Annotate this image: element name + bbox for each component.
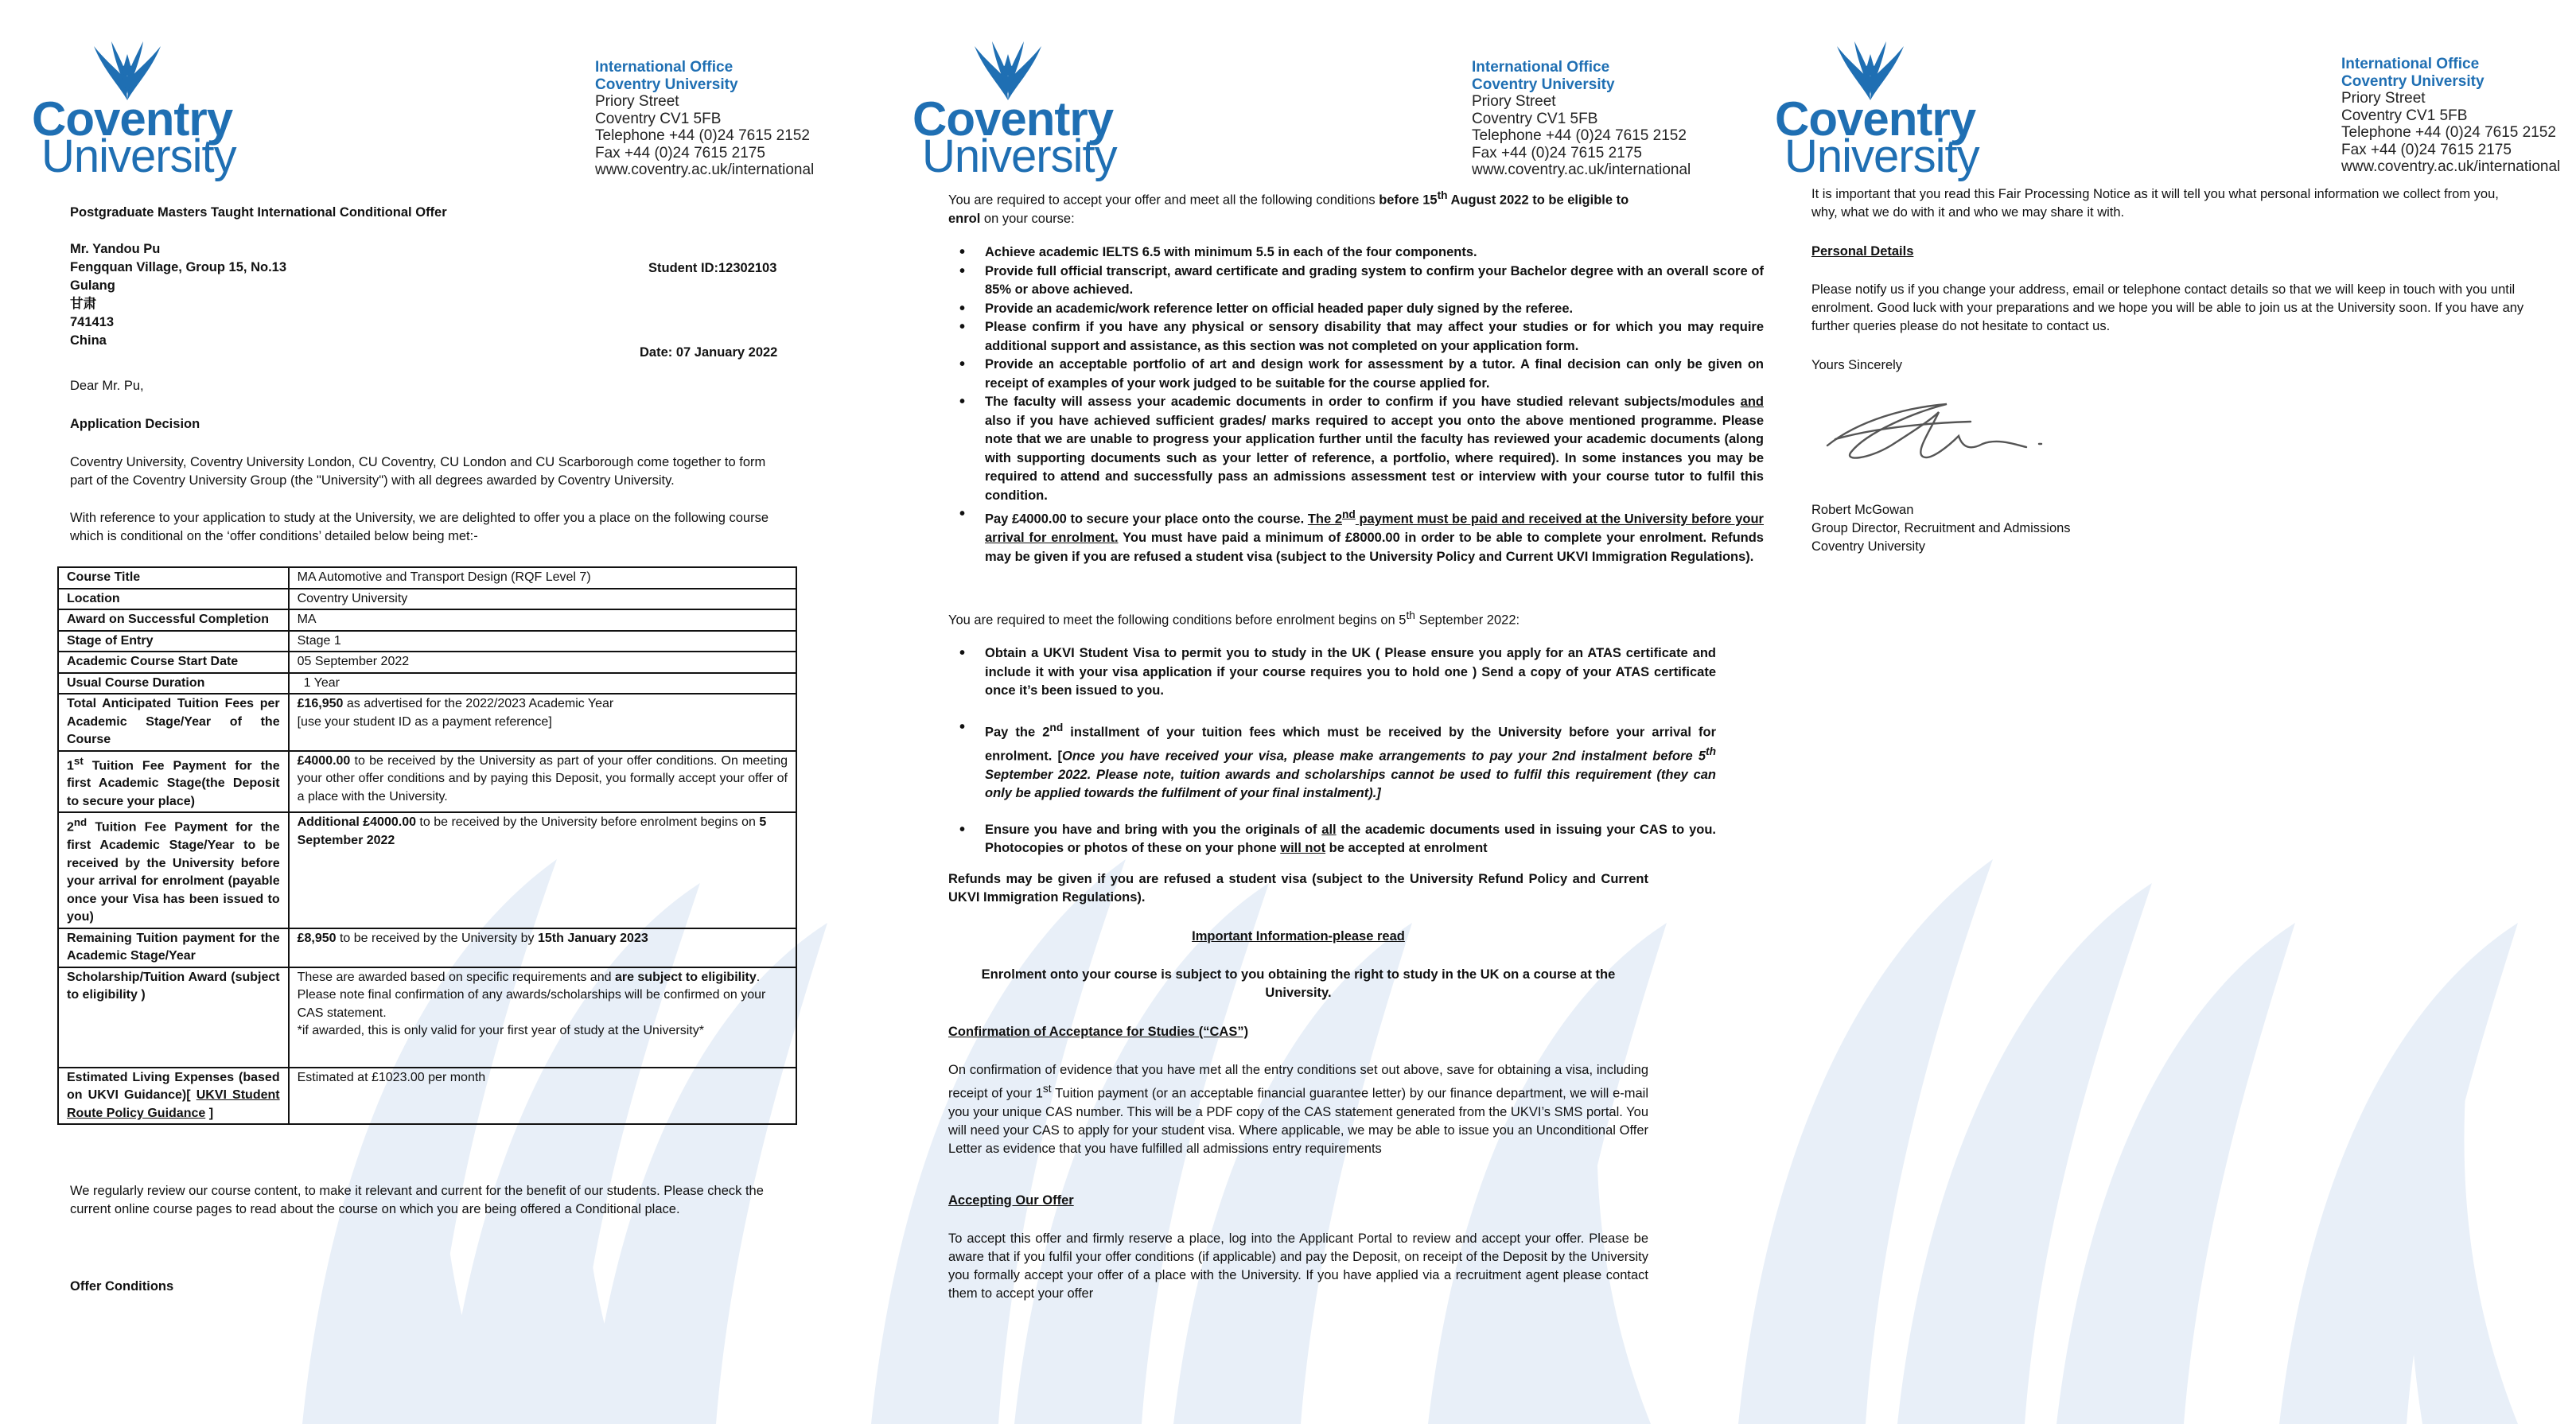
instalment-sup: nd (1049, 721, 1064, 733)
page-1 (0, 0, 855, 1424)
list-item (948, 505, 1764, 566)
table-value (289, 751, 796, 813)
table-key: Usual Course Duration (58, 673, 289, 694)
academic-conditions-list (948, 243, 1764, 566)
second-payment-amount: Additional £4000.00 (297, 815, 416, 830)
logo-word-coventry: Coventry (912, 92, 1114, 146)
list-item (948, 718, 1716, 803)
pay-text-b: The 2 (1307, 512, 1342, 527)
table-row (58, 967, 796, 1068)
office-university: Coventry University (2341, 72, 2485, 90)
ordinal-suffix: nd (73, 816, 88, 829)
university-logo (32, 38, 236, 182)
intro-deadline: before 15 (1379, 193, 1438, 208)
address-website[interactable]: www.coventry.ac.uk/international (1472, 161, 1691, 178)
list-item: • Provide an academic/work reference letter on official headed paper duly signed by the referee. (948, 300, 1764, 319)
cas-text-a: On confirmation of evidence that you have met all the entry conditions set out above, save for obtaining a visa, including receipt of your 1 (948, 1063, 1648, 1101)
pre-enrolment-intro (948, 606, 1648, 630)
first-payment-label: Tuition Fee Payment for the first Academic Stage(the Deposit to secure your place) (67, 758, 280, 808)
office-name: International Office (2341, 56, 2480, 72)
second-payment-label: Tuition Fee Payment for the first Academic Stage/Year to be received by the University before your arrival for enrolment (payable once your Visa has been issued to you) (67, 820, 280, 924)
pay-text-c: payment must be paid and received at the University before your arrival for enrolment. (985, 512, 1764, 545)
faculty-text-and: and (1740, 395, 1764, 409)
address-city: Coventry CV1 5FB (2341, 107, 2468, 124)
table-key (58, 751, 289, 813)
table-row (58, 1068, 796, 1125)
recipient-town: Gulang (70, 278, 115, 293)
recipient-address (70, 240, 286, 350)
ukvi-guidance-link[interactable]: UKVI Student Route Policy Guidance (67, 1088, 280, 1120)
letter-date: Date: 07 January 2022 (640, 345, 778, 360)
personal-details-paragraph: Please notify us if you change your address, email or telephone contact details so that we will keep in touch with you until enrolment. Good luck with your preparations and we hope you will be able to join us at the University soon. If you have any further queries please do not hesitate to contact us. (1811, 282, 2524, 333)
page-3 (1722, 0, 2576, 1424)
list-item: • Provide an acceptable portfolio of art and design work for assessment by a tutor. A final decision can only be given on receipt of examples of your work judged to be suitable for the course applied for. (948, 356, 1764, 393)
pre-enrolment-text-a: You are required to meet the following conditions before enrolment begins on 5 (948, 613, 1407, 628)
application-decision-heading: Application Decision (70, 417, 200, 431)
table-row (58, 751, 796, 813)
table-key: Scholarship/Tuition Award (subject to eligibility ) (58, 967, 289, 1068)
refunds-notice: Refunds may be given if you are refused a student visa (subject to the University Refund Policy and Current UKVI Immigration Regulations). (948, 872, 1648, 905)
second-payment-note: to be received by the University before enrolment begins on (415, 815, 760, 830)
table-key: Remaining Tuition payment for the Academic Stage/Year (58, 928, 289, 967)
cas-paragraph (948, 1061, 1648, 1158)
list-item (948, 821, 1716, 858)
originals-text-will-not: will not (1280, 841, 1326, 855)
payment-reference-note: [use your student ID as a payment reference] (297, 714, 552, 729)
ordinal-number: 2 (67, 820, 74, 835)
address-city: Coventry CV1 5FB (1472, 110, 1598, 127)
offer-paragraph: With reference to your application to study at the University, we are delighted to offer you a place on the following course which is conditional on the ‘offer conditions’ detailed below being met:- (70, 511, 769, 543)
scholarship-text-a: These are awarded based on specific requirements and (297, 970, 615, 984)
address-telephone: Telephone +44 (0)24 7615 2152 (2341, 124, 2556, 141)
instalment-text-d: September 2022. Please note, tuition awards and scholarships cannot be used to fulfil this requirement (they can only be applied towards the fulfilment of your final instalment).] (985, 767, 1716, 800)
page-2 (855, 0, 1764, 1424)
pre-enrolment-text-b: September 2022: (1414, 613, 1520, 628)
originals-text-a: Ensure you have and bring with you the originals of (985, 822, 1322, 837)
table-key: Academic Course Start Date (58, 652, 289, 673)
scholarship-eligibility: are subject to eligibility (614, 970, 757, 984)
table-key (58, 1068, 289, 1125)
salutation: Dear Mr. Pu, (70, 379, 144, 393)
intro-deadline-rest: August 2022 to be eligible to enrol (948, 193, 1629, 226)
cas-heading: Confirmation of Acceptance for Studies (“CAS”) (948, 1025, 1249, 1039)
office-name: International Office (1472, 59, 1610, 76)
logo-word-coventry: Coventry (1775, 92, 1976, 146)
table-key: Total Anticipated Tuition Fees per Academic Stage/Year of the Course (58, 694, 289, 751)
table-row (58, 631, 796, 652)
remaining-note: to be received by the University by (336, 931, 538, 945)
student-id: Student ID:12302103 (648, 261, 777, 275)
important-information-heading: Important Information-please read (1192, 929, 1405, 943)
table-row (58, 694, 796, 751)
table-value: Estimated at £1023.00 per month (289, 1068, 796, 1125)
address-telephone: Telephone +44 (0)24 7615 2152 (595, 127, 810, 144)
recipient-name: Mr. Yandou Pu (70, 242, 161, 256)
logo-word-university: University (1784, 130, 1979, 182)
table-key: Stage of Entry (58, 631, 289, 652)
pre-enrolment-sup: th (1406, 609, 1415, 621)
list-item: • Please confirm if you have any physical or sensory disability that may affect your studies or for which you may require additional support and assistance, as this section was not completed on your application form. (948, 318, 1764, 356)
faculty-text-c: also if you have achieved sufficient grades/ marks required to accept you onto the above mentioned programme. Please note that we are unable to progress your application further until the faculty has reviewed your academic documents (along with supporting documents such as your letter of reference, a portfolio, where required). In some instances you may be required to attend and successfully pass an admissions assessment test or interview with your course tutor to fulfil this condition. (985, 413, 1764, 503)
table-row (58, 589, 796, 610)
address-fax: Fax +44 (0)24 7615 2175 (595, 144, 765, 161)
list-item: • Achieve academic IELTS 6.5 with minimum 5.5 in each of the four components. (948, 243, 1764, 263)
scholarship-note: *if awarded, this is only valid for your first year of study at the University* (297, 1024, 704, 1038)
pay-text-sup: nd (1342, 508, 1356, 520)
living-expenses-label: Estimated Living Expenses (based on UKVI Guidance)[ (67, 1070, 280, 1103)
table-value (289, 812, 796, 928)
originals-text-c: the academic documents used in issuing your CAS to you. Photocopies or photos of these on your phone (985, 822, 1716, 855)
intro-deadline-suffix: th (1437, 189, 1448, 201)
list-item (948, 393, 1764, 505)
signature-image (1811, 388, 2050, 476)
originals-text-all: all (1321, 822, 1337, 837)
table-value: Coventry University (289, 589, 796, 610)
intro-text-a: You are required to accept your offer and meet all the following conditions (948, 193, 1379, 208)
originals-text-e: be accepted at enrolment (1325, 841, 1488, 855)
table-row (58, 652, 796, 673)
faculty-text-a: The faculty will assess your academic documents in order to confirm if you have studied relevant subjects/modules (985, 395, 1741, 409)
table-row (58, 812, 796, 928)
address-city: Coventry CV1 5FB (595, 110, 722, 127)
address-fax: Fax +44 (0)24 7615 2175 (2341, 141, 2512, 158)
document-title: Postgraduate Masters Taught International Conditional Offer (70, 205, 447, 220)
table-value (289, 967, 796, 1068)
office-university: Coventry University (595, 76, 738, 93)
table-value: Stage 1 (289, 631, 796, 652)
ordinal-number: 1 (67, 758, 74, 772)
accepting-offer-heading: Accepting Our Offer (948, 1193, 1074, 1208)
office-university: Coventry University (1472, 76, 1615, 93)
table-key: Course Title (58, 567, 289, 589)
recipient-street: Fengquan Village, Group 15, No.13 (70, 260, 287, 274)
logo-word-coventry: Coventry (32, 92, 233, 146)
address-telephone: Telephone +44 (0)24 7615 2152 (1472, 127, 1687, 144)
recipient-province: 甘肃 (70, 297, 96, 311)
fair-processing-paragraph: It is important that you read this Fair Processing Notice as it will tell you what personal information we collect from you, why, what we do with it and who we may share it with. (1811, 187, 2499, 220)
ordinal-suffix: st (73, 754, 84, 767)
university-logo (912, 38, 1117, 182)
signatory-title: Group Director, Recruitment and Admissions (1811, 521, 2071, 535)
enrolment-conditions-list (948, 644, 1716, 858)
table-value (289, 673, 796, 694)
address-fax: Fax +44 (0)24 7615 2175 (1472, 144, 1642, 161)
office-address (595, 59, 814, 179)
offer-details-table (57, 566, 797, 1125)
list-item: • Obtain a UKVI Student Visa to permit you to study in the UK ( Please ensure you apply for an ATAS certificate and include it with your visa application if your course requires you to hold one ) Send a copy of your ATAS certificate once it’s been issued to you. (948, 644, 1716, 701)
address-website[interactable]: www.coventry.ac.uk/international (2341, 158, 2561, 175)
cas-text-b: Tuition payment (or an acceptable financial guarantee letter) by our finance department, we will e-mail you your unique CAS number. This will be a PDF copy of the CAS statement generated from the UKVI’s SMS portal. You will need your CAS to apply for your student visa. Where applicable, we may be able to issue you an Unconditional Offer Letter as evidence that you have fulfilled all admissions entry requirements (948, 1086, 1649, 1156)
address-street: Priory Street (2341, 90, 2426, 107)
deposit-note: to be received by the University as part of your offer conditions. On meeting your other offer conditions and by paying this Deposit, you formally accept your offer of a place with the University. (297, 753, 788, 803)
offer-conditions-heading: Offer Conditions (70, 1279, 174, 1294)
address-street: Priory Street (1472, 93, 1556, 110)
intro-text-d: on your course: (980, 211, 1075, 226)
remaining-amount: £8,950 (297, 931, 337, 945)
table-value (289, 694, 796, 751)
office-address (2341, 56, 2560, 176)
personal-details-heading: Personal Details (1811, 244, 1914, 259)
intro-paragraph: Coventry University, Coventry University London, CU Coventry, CU London and CU Scarborough come together to form part of the Coventry University Group (the "University") with all degrees awarded by Coventry University. (70, 455, 766, 488)
signatory-name: Robert McGowan (1811, 503, 1914, 517)
pay-text-a: Pay £4000.00 to secure your place onto the course. (985, 512, 1308, 527)
remaining-date: 15th January 2023 (537, 931, 648, 945)
table-row (58, 673, 796, 694)
second-payment-date: 5 September 2022 (297, 815, 767, 847)
table-value: 05 September 2022 (289, 652, 796, 673)
table-value: MA (289, 609, 796, 631)
address-website[interactable]: www.coventry.ac.uk/international (595, 161, 815, 178)
table-row (58, 567, 796, 589)
table-value (289, 928, 796, 967)
list-item: • Provide full official transcript, award certificate and grading system to confirm your Bachelor degree with an overall score of 85% or above achieved. (948, 263, 1764, 300)
instalment-sup2: th (1706, 745, 1716, 757)
instalment-text-c: Once you have received your visa, please make arrangements to pay your 2nd instalment before 5 (1062, 749, 1706, 763)
office-address (1472, 59, 1691, 179)
closing-line: Yours Sincerely (1811, 358, 1903, 372)
table-value: MA Automotive and Transport Design (RQF Level 7) (289, 567, 796, 589)
address-street: Priory Street (595, 93, 679, 110)
recipient-country: China (70, 333, 107, 348)
duration-value: 1 Year (303, 675, 340, 690)
office-name: International Office (595, 59, 733, 76)
enrolment-notice: Enrolment onto your course is subject to you obtaining the right to study in the UK on a course at the University. (981, 967, 1616, 1000)
university-logo (1775, 38, 1979, 182)
conditions-intro (948, 186, 1648, 228)
table-key: Location (58, 589, 289, 610)
tuition-total-note: as advertised for the 2022/2023 Academic Year (343, 697, 614, 710)
logo-word-university: University (922, 130, 1117, 182)
pay-text-d: You must have paid a minimum of £8000.00 in order to be able to complete your enrolment. Refunds may be given if you are refused a student visa (subject to the University Policy and Current UKVI Immigration Regulations). (985, 531, 1764, 564)
tuition-total: £16,950 (297, 697, 344, 710)
table-key: Award on Successful Completion (58, 609, 289, 631)
signatory-organisation: Coventry University (1811, 539, 1926, 554)
signatory-block (1811, 501, 2071, 556)
table-row (58, 928, 796, 967)
course-review-paragraph: We regularly review our course content, to make it relevant and current for the benefit of our students. Please check the current online course pages to read about the course on which you are being offered a Conditional place. (70, 1184, 764, 1216)
table-key (58, 812, 289, 928)
accepting-offer-paragraph: To accept this offer and firmly reserve a place, log into the Applicant Portal to review and accept your offer. Please be aware that if you fulfil your offer conditions (if applicable) and pay the Deposit, on receipt of the Deposit by the University you formally accept your offer of a place with the University. If you have applied via a recruitment agent please contact them to accept your offer (948, 1231, 1648, 1301)
living-expenses-bracket: ] (205, 1106, 214, 1120)
logo-word-university: University (41, 130, 236, 182)
instalment-text-b: installment of your tuition fees which must be received by the University before your arrival for enrolment. [ (985, 725, 1716, 763)
recipient-postcode: 741413 (70, 315, 115, 329)
scholarship-text-c: . Please note final confirmation of any awards/scholarships will be confirmed on your CAS statement. (297, 970, 766, 1020)
deposit-amount: £4000.00 (297, 753, 351, 768)
table-row (58, 609, 796, 631)
instalment-text-a: Pay the 2 (985, 725, 1050, 739)
cas-sup: st (1042, 1083, 1052, 1095)
